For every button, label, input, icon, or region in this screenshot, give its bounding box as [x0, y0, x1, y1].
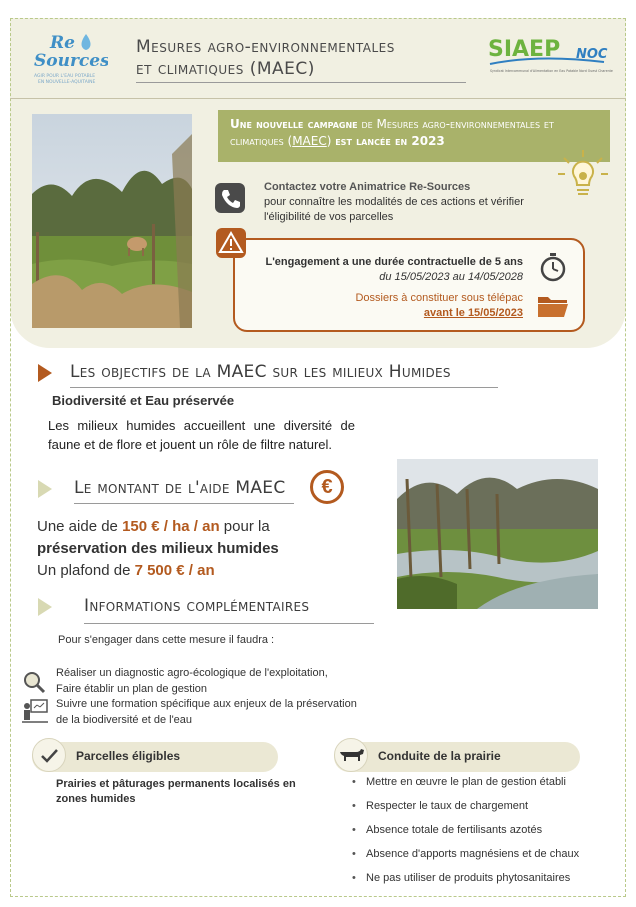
steps-list — [56, 666, 357, 728]
banner-bold-end: est lancée en 2023 — [335, 134, 445, 148]
objectifs-paragraph: Les milieux humides accueillent une diversité de faune et de flore et jouent un rôle de filtre naturel. — [48, 418, 355, 452]
montant-heading: Le montant de l'aide MAEC — [74, 478, 286, 498]
conduite-item-text: Respecter le taux de chargement — [366, 800, 529, 812]
contact-line-1: Contactez votre Animatrice Re-Sources — [264, 181, 471, 193]
conduite-list — [352, 776, 579, 896]
conduite-item-text: Ne pas utiliser de produits phytosanitaires — [366, 872, 571, 884]
step-item: Suivre une formation spécifique aux enjeux de la préservation — [56, 698, 357, 710]
infos-marker-icon — [38, 598, 52, 616]
ceiling-text: Un plafond de — [37, 562, 135, 579]
logo-right-sub: Syndicat Intercommunal d'Alimentation en Eau Potable Nord Ouest Charente — [490, 69, 613, 73]
engagement-dates: du 15/05/2023 au 14/05/2028 — [379, 271, 523, 283]
euro-icon: € — [310, 470, 344, 504]
logo-sub-1: AGIR POUR L'EAU POTABLE — [34, 74, 96, 79]
conduite-item-text: Mettre en œuvre le plan de gestion établi — [366, 776, 566, 788]
re-sources-logo — [28, 26, 108, 88]
engagement-duration: L'engagement a une durée contractuelle de 5 ans — [265, 256, 523, 268]
title-underline — [136, 82, 466, 83]
step-item: Faire établir un plan de gestion — [56, 682, 208, 695]
cow-icon — [334, 738, 368, 772]
training-board-icon — [22, 698, 48, 724]
banner-text-end: ) — [326, 134, 336, 148]
conduite-label: Conduite de la prairie — [378, 749, 501, 763]
aid-amount: 150 € / ha / an — [122, 518, 220, 535]
list-item: • Respecter le taux de chargement — [352, 800, 529, 812]
list-item: • Absence totale de fertilisants azotés — [352, 824, 543, 836]
logo-sub-2: EN NOUVELLE-AQUITAINE — [38, 80, 96, 85]
siaep-logo — [488, 34, 618, 80]
engagement-box — [233, 238, 585, 332]
meadow-cow-photo — [32, 114, 192, 328]
page-title — [136, 36, 395, 80]
parcelles-text-line-1: Prairies et pâturages permanents localisés en — [56, 778, 296, 790]
objectifs-heading: Les objectifs de la MAEC sur les milieux Humides — [70, 362, 451, 382]
campaign-banner — [218, 110, 610, 162]
list-item: • Mettre en œuvre le plan de gestion établi — [352, 776, 566, 788]
objectifs-marker-icon — [38, 364, 52, 382]
logo-re: Re — [50, 33, 75, 53]
ceiling-amount: 7 500 € / an — [134, 562, 215, 579]
banner-bold: Une nouvelle campagne — [230, 117, 358, 131]
conduite-item-text: Absence d'apports magnésiens et de chaux — [366, 848, 580, 860]
montant-marker-icon — [38, 480, 52, 498]
logo-noc: NOC — [576, 47, 608, 62]
aid-line-2: préservation des milieux humides — [37, 540, 279, 557]
aid-text-b: pour la — [219, 518, 270, 535]
list-item: • Ne pas utiliser de produits phytosanitaires — [352, 872, 571, 884]
banner-text: de Mesures agro-environnementales et climatiques ( — [230, 117, 554, 148]
infos-heading: Informations complémentaires — [84, 596, 310, 616]
header-rule — [10, 98, 626, 99]
infos-intro: Pour s'engager dans cette mesure il faudra : — [58, 634, 275, 646]
parcelles-label: Parcelles éligibles — [76, 749, 181, 763]
aid-line-3 — [37, 562, 215, 579]
warning-icon — [216, 228, 246, 258]
logo-siaep: SIAEP — [488, 37, 561, 62]
title-line-2: et climatiques (MAEC) — [136, 59, 315, 79]
contact-line-2: pour connaître les modalités de ces actions et vérifier — [264, 196, 524, 208]
logo-sources: Sources — [34, 51, 108, 71]
title-line-1: Mesures agro-environnementales — [136, 37, 395, 57]
conduite-pill — [334, 742, 580, 772]
parcelles-text — [56, 777, 296, 807]
contact-block — [264, 180, 524, 225]
parcelles-text-line-2: zones humides — [56, 793, 136, 805]
wetland-photo — [397, 459, 598, 609]
magnifier-icon — [22, 670, 46, 694]
contact-line-3: l'éligibilité de vos parcelles — [264, 211, 394, 223]
aid-text-a: Une aide de — [37, 518, 123, 535]
aid-line-1 — [37, 518, 270, 535]
deadline-text: avant le 15/05/2023 — [423, 307, 523, 319]
folder-icon — [537, 294, 569, 318]
montant-underline — [74, 503, 294, 504]
dossiers-text: Dossiers à constituer sous télépac — [355, 292, 523, 304]
step-item: de la biodiversité et de l'eau — [56, 713, 193, 726]
objectifs-underline — [70, 387, 498, 388]
infos-underline — [84, 623, 374, 624]
conduite-item-text: Absence totale de fertilisants azotés — [366, 824, 543, 836]
checkmark-icon — [32, 738, 66, 772]
parcelles-pill — [32, 742, 278, 772]
objectifs-subheading: Biodiversité et Eau préservée — [52, 393, 235, 408]
stopwatch-icon — [539, 252, 567, 282]
lightbulb-icon — [556, 148, 610, 202]
phone-icon — [215, 183, 245, 213]
banner-maec: MAEC — [292, 134, 327, 148]
list-item: • Absence d'apports magnésiens et de chaux — [352, 848, 580, 860]
step-item: Réaliser un diagnostic agro-écologique de l'exploitation, — [56, 667, 328, 679]
